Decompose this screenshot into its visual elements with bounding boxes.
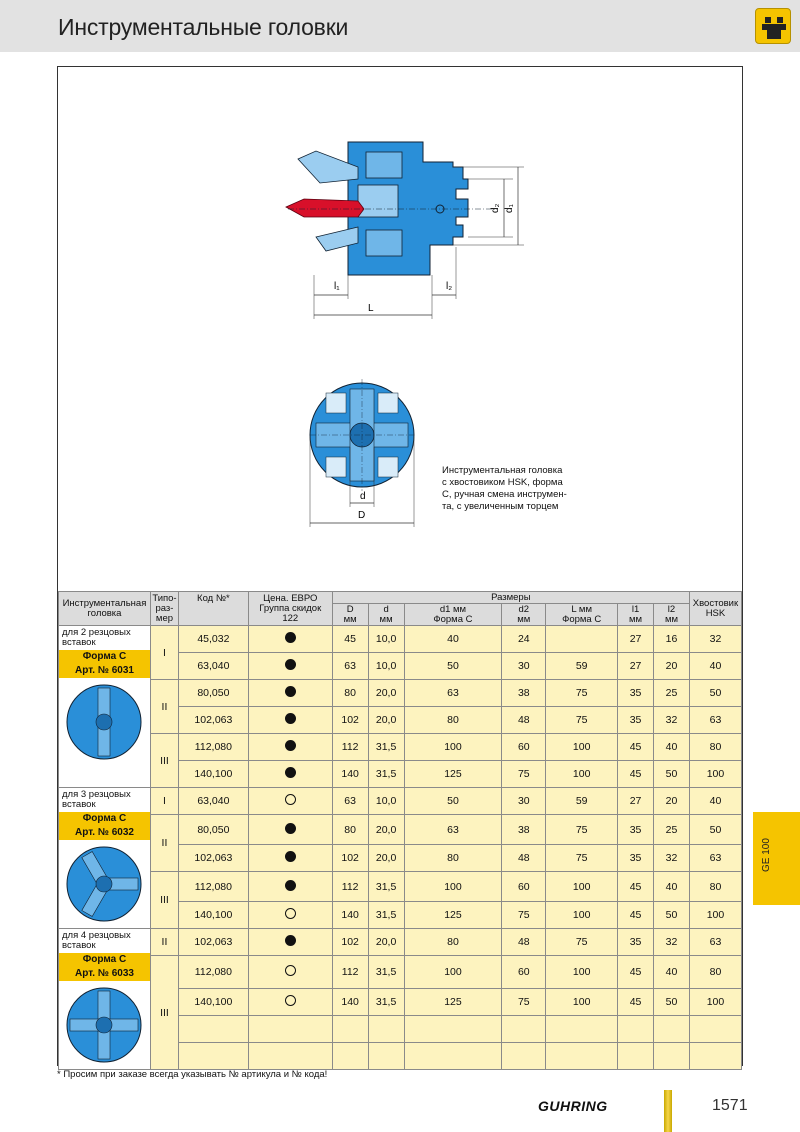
code-cell: 112,080	[178, 956, 248, 989]
l1-cell	[618, 1016, 654, 1043]
L-cell: 100	[546, 734, 618, 761]
available-dot-icon	[285, 659, 296, 670]
price-cell	[248, 815, 332, 845]
side-section-view	[286, 142, 524, 319]
hsk-cell	[689, 1016, 741, 1043]
hsk-cell: 40	[689, 653, 741, 680]
available-dot-icon	[285, 851, 296, 862]
l1-cell: 45	[618, 734, 654, 761]
l1-cell: 45	[618, 902, 654, 929]
d1-cell: 50	[404, 653, 502, 680]
hsk-cell: 80	[689, 956, 741, 989]
D-cell: 140	[332, 902, 368, 929]
code-cell: 102,063	[178, 707, 248, 734]
d-cell: 31,5	[368, 902, 404, 929]
table-row	[59, 734, 742, 761]
d2-cell: 60	[502, 872, 546, 902]
price-cell	[248, 845, 332, 872]
l2-cell: 16	[654, 626, 690, 653]
d1-cell: 80	[404, 929, 502, 956]
hsk-cell: 50	[689, 680, 741, 707]
d1-cell: 125	[404, 989, 502, 1016]
d2-cell: 48	[502, 929, 546, 956]
tool-head-front-icon	[64, 844, 144, 924]
d1-cell: 100	[404, 956, 502, 989]
d1-cell: 50	[404, 788, 502, 815]
d-cell: 31,5	[368, 761, 404, 788]
L-cell: 100	[546, 989, 618, 1016]
col-l1: l1 мм	[618, 604, 654, 626]
D-cell: 80	[332, 680, 368, 707]
code-cell: 140,100	[178, 989, 248, 1016]
d2-cell: 30	[502, 788, 546, 815]
d2-cell: 75	[502, 902, 546, 929]
available-dot-icon	[285, 767, 296, 778]
d2-cell: 60	[502, 734, 546, 761]
l2-cell: 40	[654, 872, 690, 902]
D-cell	[332, 1043, 368, 1070]
col-dims: Размеры	[332, 592, 689, 604]
d1-cell: 100	[404, 872, 502, 902]
d-cell: 20,0	[368, 680, 404, 707]
group-forma: Форма С	[59, 650, 150, 664]
content-frame	[57, 66, 743, 1066]
table-row	[59, 788, 742, 815]
page-number: 1571	[712, 1097, 748, 1114]
tool-head-front-icon	[64, 682, 144, 762]
l2-cell: 25	[654, 815, 690, 845]
table-row	[59, 626, 742, 653]
hsk-cell: 80	[689, 734, 741, 761]
table-row	[59, 815, 742, 845]
d1-cell: 63	[404, 680, 502, 707]
code-cell: 80,050	[178, 680, 248, 707]
l2-cell: 20	[654, 653, 690, 680]
section-tab: GE 100	[753, 812, 800, 905]
table-row	[59, 956, 742, 989]
page-title: Инструментальные головки	[58, 14, 349, 40]
group-article: Арт. № 6032	[59, 826, 150, 840]
l2-cell: 25	[654, 680, 690, 707]
l2-cell: 50	[654, 989, 690, 1016]
price-cell	[248, 761, 332, 788]
size-cell: III	[150, 734, 178, 788]
dim-L: L	[368, 303, 374, 314]
on-request-ring-icon	[285, 908, 296, 919]
price-cell	[248, 788, 332, 815]
hsk-cell: 40	[689, 788, 741, 815]
D-cell: 140	[332, 989, 368, 1016]
L-cell: 100	[546, 956, 618, 989]
size-cell: II	[150, 680, 178, 734]
drawing-caption: Инструментальная головка с хвостовиком HSK, форма C, ручная смена инструмен- та, с увеличенным торцем	[442, 465, 567, 512]
L-cell: 75	[546, 929, 618, 956]
l1-cell: 45	[618, 989, 654, 1016]
col-d: d мм	[368, 604, 404, 626]
on-request-ring-icon	[285, 794, 296, 805]
dim-d2: d₂	[490, 203, 501, 213]
l2-cell: 32	[654, 929, 690, 956]
l1-cell: 35	[618, 815, 654, 845]
spec-table	[58, 591, 742, 1070]
table-row	[59, 872, 742, 902]
D-cell: 112	[332, 956, 368, 989]
l2-cell: 32	[654, 707, 690, 734]
price-cell	[248, 956, 332, 989]
available-dot-icon	[285, 823, 296, 834]
dim-D: D	[358, 510, 366, 521]
dim-l2: l₂	[446, 281, 453, 292]
available-dot-icon	[285, 632, 296, 643]
d-cell: 31,5	[368, 956, 404, 989]
L-cell: 100	[546, 761, 618, 788]
l1-cell: 35	[618, 680, 654, 707]
hsk-cell: 32	[689, 626, 741, 653]
footnote: * Просим при заказе всегда указывать № артикула и № кода!	[57, 1069, 328, 1080]
d-cell: 20,0	[368, 815, 404, 845]
d-cell	[368, 1043, 404, 1070]
d1-cell	[404, 1016, 502, 1043]
l1-cell: 35	[618, 845, 654, 872]
size-cell: III	[150, 872, 178, 929]
d-cell: 10,0	[368, 653, 404, 680]
l2-cell: 40	[654, 734, 690, 761]
price-cell	[248, 707, 332, 734]
d2-cell: 38	[502, 815, 546, 845]
hsk-cell: 100	[689, 761, 741, 788]
l2-cell	[654, 1043, 690, 1070]
brand-logo: GUHRING	[538, 1098, 608, 1114]
L-cell: 75	[546, 680, 618, 707]
col-head: Инструментальная головка	[59, 592, 151, 626]
price-cell	[248, 1016, 332, 1043]
on-request-ring-icon	[285, 965, 296, 976]
L-cell	[546, 1043, 618, 1070]
group-cell	[59, 929, 151, 1070]
hsk-cell: 100	[689, 902, 741, 929]
group-article: Арт. № 6031	[59, 664, 150, 678]
l1-cell: 45	[618, 872, 654, 902]
l1-cell: 45	[618, 761, 654, 788]
col-d2: d2 мм	[502, 604, 546, 626]
price-cell	[248, 902, 332, 929]
d1-cell: 100	[404, 734, 502, 761]
L-cell: 75	[546, 845, 618, 872]
hsk-cell	[689, 1043, 741, 1070]
code-cell	[178, 1043, 248, 1070]
l1-cell: 45	[618, 956, 654, 989]
l2-cell	[654, 1016, 690, 1043]
hsk-cell: 63	[689, 929, 741, 956]
d2-cell: 60	[502, 956, 546, 989]
L-cell	[546, 626, 618, 653]
price-cell	[248, 989, 332, 1016]
tool-head-front-icon	[64, 985, 144, 1065]
on-request-ring-icon	[285, 995, 296, 1006]
price-cell	[248, 626, 332, 653]
available-dot-icon	[285, 713, 296, 724]
D-cell: 140	[332, 761, 368, 788]
L-cell	[546, 1016, 618, 1043]
l1-cell: 27	[618, 788, 654, 815]
code-cell: 63,040	[178, 653, 248, 680]
L-cell: 100	[546, 872, 618, 902]
size-cell: II	[150, 815, 178, 872]
d1-cell: 125	[404, 761, 502, 788]
d-cell: 10,0	[368, 788, 404, 815]
hsk-cell: 63	[689, 845, 741, 872]
d2-cell: 48	[502, 845, 546, 872]
available-dot-icon	[285, 740, 296, 751]
brand-bar	[664, 1090, 672, 1132]
D-cell: 102	[332, 929, 368, 956]
dim-l1: l₁	[334, 281, 340, 292]
available-dot-icon	[285, 880, 296, 891]
D-cell: 80	[332, 815, 368, 845]
col-size: Типо- раз- мер	[152, 592, 177, 624]
group-label: для 2 резцовых вставок	[59, 626, 150, 650]
d1-cell: 80	[404, 707, 502, 734]
d2-cell: 75	[502, 761, 546, 788]
D-cell: 63	[332, 788, 368, 815]
d1-cell: 125	[404, 902, 502, 929]
group-cell	[59, 788, 151, 929]
tool-category-icon	[755, 8, 791, 44]
group-label: для 4 резцовых вставок	[59, 929, 150, 953]
technical-drawing	[58, 67, 742, 591]
col-price: Цена. ЕВРО Группа скидок 122	[248, 592, 332, 626]
l2-cell: 40	[654, 956, 690, 989]
col-L: L мм Форма С	[546, 604, 618, 626]
price-cell	[248, 653, 332, 680]
code-cell: 80,050	[178, 815, 248, 845]
group-label: для 3 резцовых вставок	[59, 788, 150, 812]
code-cell: 112,080	[178, 734, 248, 761]
table-row	[59, 929, 742, 956]
code-cell	[178, 1016, 248, 1043]
code-cell: 63,040	[178, 788, 248, 815]
hsk-cell: 80	[689, 872, 741, 902]
l2-cell: 50	[654, 902, 690, 929]
d2-cell: 48	[502, 707, 546, 734]
code-cell: 102,063	[178, 845, 248, 872]
table-row	[59, 680, 742, 707]
front-view	[310, 379, 414, 527]
l2-cell: 50	[654, 761, 690, 788]
l2-cell: 32	[654, 845, 690, 872]
col-d1: d1 мм Форма С	[404, 604, 502, 626]
price-cell	[248, 680, 332, 707]
L-cell: 59	[546, 788, 618, 815]
size-cell: III	[150, 956, 178, 1070]
d1-cell	[404, 1043, 502, 1070]
d1-cell: 80	[404, 845, 502, 872]
d-cell: 10,0	[368, 626, 404, 653]
d1-cell: 63	[404, 815, 502, 845]
D-cell: 112	[332, 872, 368, 902]
d1-cell: 40	[404, 626, 502, 653]
size-cell: I	[150, 626, 178, 680]
d-cell	[368, 1016, 404, 1043]
d2-cell: 38	[502, 680, 546, 707]
d2-cell: 24	[502, 626, 546, 653]
hsk-cell: 50	[689, 815, 741, 845]
l1-cell: 35	[618, 929, 654, 956]
L-cell: 75	[546, 707, 618, 734]
col-code: Код №*	[178, 592, 248, 626]
D-cell: 45	[332, 626, 368, 653]
l1-cell	[618, 1043, 654, 1070]
D-cell: 63	[332, 653, 368, 680]
d2-cell	[502, 1043, 546, 1070]
hsk-cell: 63	[689, 707, 741, 734]
code-cell: 112,080	[178, 872, 248, 902]
price-cell	[248, 929, 332, 956]
d-cell: 31,5	[368, 734, 404, 761]
code-cell: 140,100	[178, 902, 248, 929]
L-cell: 100	[546, 902, 618, 929]
dim-d1: d₁	[504, 204, 515, 213]
price-cell	[248, 872, 332, 902]
d-cell: 31,5	[368, 989, 404, 1016]
price-cell	[248, 1043, 332, 1070]
L-cell: 59	[546, 653, 618, 680]
col-D: D мм	[332, 604, 368, 626]
size-cell: I	[150, 788, 178, 815]
l2-cell: 20	[654, 788, 690, 815]
tool-head-drawing	[58, 67, 742, 591]
group-article: Арт. № 6033	[59, 967, 150, 981]
d2-cell: 75	[502, 989, 546, 1016]
page-header	[0, 0, 800, 52]
col-l2: l2 мм	[654, 604, 690, 626]
code-cell: 45,032	[178, 626, 248, 653]
size-cell: II	[150, 929, 178, 956]
D-cell: 112	[332, 734, 368, 761]
price-cell	[248, 734, 332, 761]
available-dot-icon	[285, 935, 296, 946]
d-cell: 20,0	[368, 707, 404, 734]
L-cell: 75	[546, 815, 618, 845]
group-cell	[59, 626, 151, 788]
D-cell: 102	[332, 707, 368, 734]
l1-cell: 27	[618, 653, 654, 680]
group-forma: Форма С	[59, 812, 150, 826]
code-cell: 102,063	[178, 929, 248, 956]
l1-cell: 27	[618, 626, 654, 653]
d-cell: 20,0	[368, 929, 404, 956]
col-hsk: Хвостовик HSK	[689, 592, 741, 626]
d2-cell: 30	[502, 653, 546, 680]
dim-d: d	[360, 491, 366, 502]
available-dot-icon	[285, 686, 296, 697]
code-cell: 140,100	[178, 761, 248, 788]
d2-cell	[502, 1016, 546, 1043]
hsk-cell: 100	[689, 989, 741, 1016]
D-cell	[332, 1016, 368, 1043]
d-cell: 31,5	[368, 872, 404, 902]
d-cell: 20,0	[368, 845, 404, 872]
l1-cell: 35	[618, 707, 654, 734]
D-cell: 102	[332, 845, 368, 872]
group-forma: Форма С	[59, 953, 150, 967]
